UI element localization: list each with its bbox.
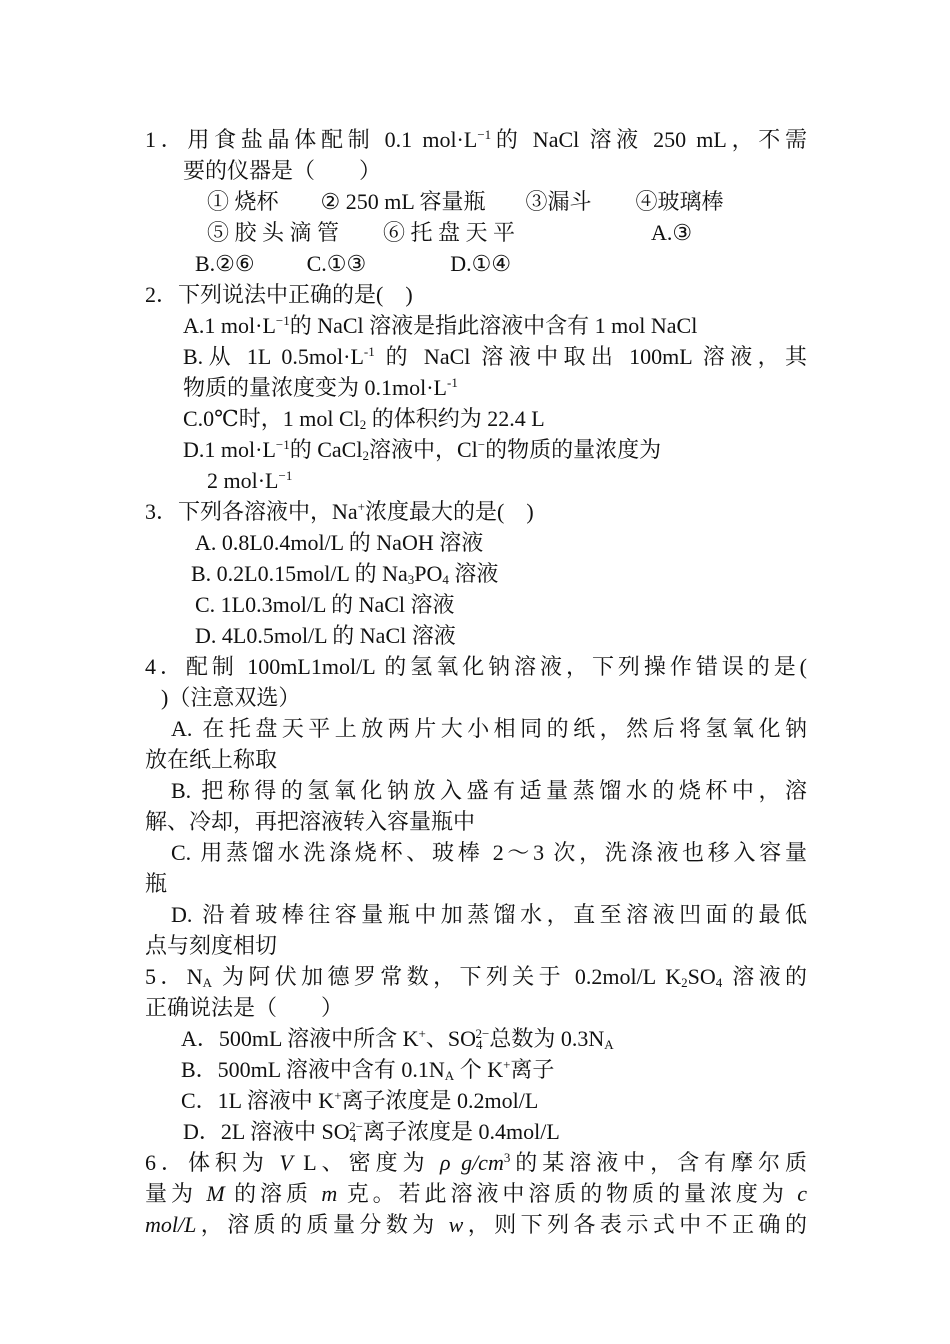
q1-stem-line1: 1．用食盐晶体配制 0.1 $mol\cdot L^{-1}$的 NaCl 溶液 250 mL，不需 <box>145 127 807 152</box>
q4-option-a-line2: 放在纸上称取 <box>145 747 278 772</box>
q6-stem-line2: 量为 M 的溶质 m 克。若此溶液中溶质的物质的量浓度为 c <box>145 1181 807 1206</box>
q5-option-c: C．1L 溶液中 K+离子浓度是 0.2mol/L <box>181 1088 539 1113</box>
document-content <box>145 124 807 1240</box>
q2-option-b-line2: 物质的量浓度变为 $0.1mol\cdot L^{-1}$ <box>183 375 458 400</box>
q1-options-line1: ① 烧杯 ② 250 mL 容量瓶 ③漏斗 ④玻璃棒 <box>207 189 724 214</box>
q6-stem-line1: 6．体积为 V L、密度为 ρ $g/cm^3$的某溶液中，含有摩尔质 <box>145 1150 807 1175</box>
q2-option-b-line1: B.从 1L $0.5mol\cdot L^{-1}$ 的 NaCl 溶液中取出 100mL 溶液，其 <box>183 344 807 369</box>
q3-option-d: D. 4L0.5mol/L 的 NaCl 溶液 <box>195 623 456 648</box>
q4-option-b-line1: B. 把称得的氢氧化钠放入盛有适量蒸馏水的烧杯中，溶 <box>171 778 807 803</box>
q5-option-a: A．500mL 溶液中所含 K+、$SO_4^{2-}$总数为 $0.3N_A$ <box>181 1026 614 1052</box>
q4-stem-line2: )（注意双选） <box>161 685 301 710</box>
q4-stem-line1: 4．配制 100mL1mol/L 的氢氧化钠溶液，下列操作错误的是( <box>145 654 807 679</box>
q4-option-b-line2: 解、冷却，再把溶液转入容量瓶中 <box>145 809 476 834</box>
q4-option-c-line2: 瓶 <box>145 871 168 896</box>
q5-option-d: D．2L 溶液中 $SO_4^{2-}$离子浓度是 0.4mol/L <box>183 1119 560 1145</box>
q3-option-b: B. 0.2L0.15mol/L 的 $Na_3PO_4$ 溶液 <box>191 561 499 587</box>
q6-stem-line3: mol/L，溶质的质量分数为 w，则下列各表示式中不正确的 <box>145 1212 807 1237</box>
q1-answers-line: B.②⑥ C.①③ D.①④ <box>195 251 512 276</box>
q4-option-c-line1: C. 用蒸馏水洗涤烧杯、玻棒 2～3 次，洗涤液也移入容量 <box>171 840 807 865</box>
q5-option-b: B．500mL 溶液中含有 $0.1N_A$ 个 K+离子 <box>181 1057 555 1083</box>
q1-options-line2: ⑤ 胶 头 滴 管 ⑥ 托 盘 天 平 A.③ <box>207 220 693 245</box>
q2-option-a: A.1 $mol\cdot L^{-1}$的 NaCl 溶液是指此溶液中含有 1 mol NaCl <box>183 313 698 338</box>
q4-option-d-line1: D. 沿着玻棒往容量瓶中加蒸馏水，直至溶液凹面的最低 <box>171 902 807 927</box>
q5-stem-line1: 5．$N_A$ 为阿伏加德罗常数，下列关于 0.2mol/L $K_2SO_4$ 溶液的 <box>145 964 807 990</box>
q2-option-c: C.0℃时，1 mol $Cl_2$ 的体积约为 22.4 L <box>183 406 545 432</box>
q2-option-d-line2: 2 $mol\cdot L^{-1}$ <box>207 468 293 493</box>
q3-option-a: A. 0.8L0.4mol/L 的 NaOH 溶液 <box>195 530 484 555</box>
q4-option-a-line1: A. 在托盘天平上放两片大小相同的纸，然后将氢氧化钠 <box>171 716 807 741</box>
q4-option-d-line2: 点与刻度相切 <box>145 933 278 958</box>
q1-stem-line2: 要的仪器是（ ） <box>183 158 382 183</box>
q2-stem: 2．下列说法中正确的是( ) <box>145 282 413 307</box>
q5-stem-line2: 正确说法是（ ） <box>145 995 344 1020</box>
q3-stem: 3．下列各溶液中，Na+浓度最大的是( ) <box>145 499 534 524</box>
q3-option-c: C. 1L0.3mol/L 的 NaCl 溶液 <box>195 592 455 617</box>
q2-option-d-line1: D.1 $mol\cdot L^{-1}$的 CaCl$_2$溶液中，Cl−的物质的量浓度为 <box>183 437 662 463</box>
